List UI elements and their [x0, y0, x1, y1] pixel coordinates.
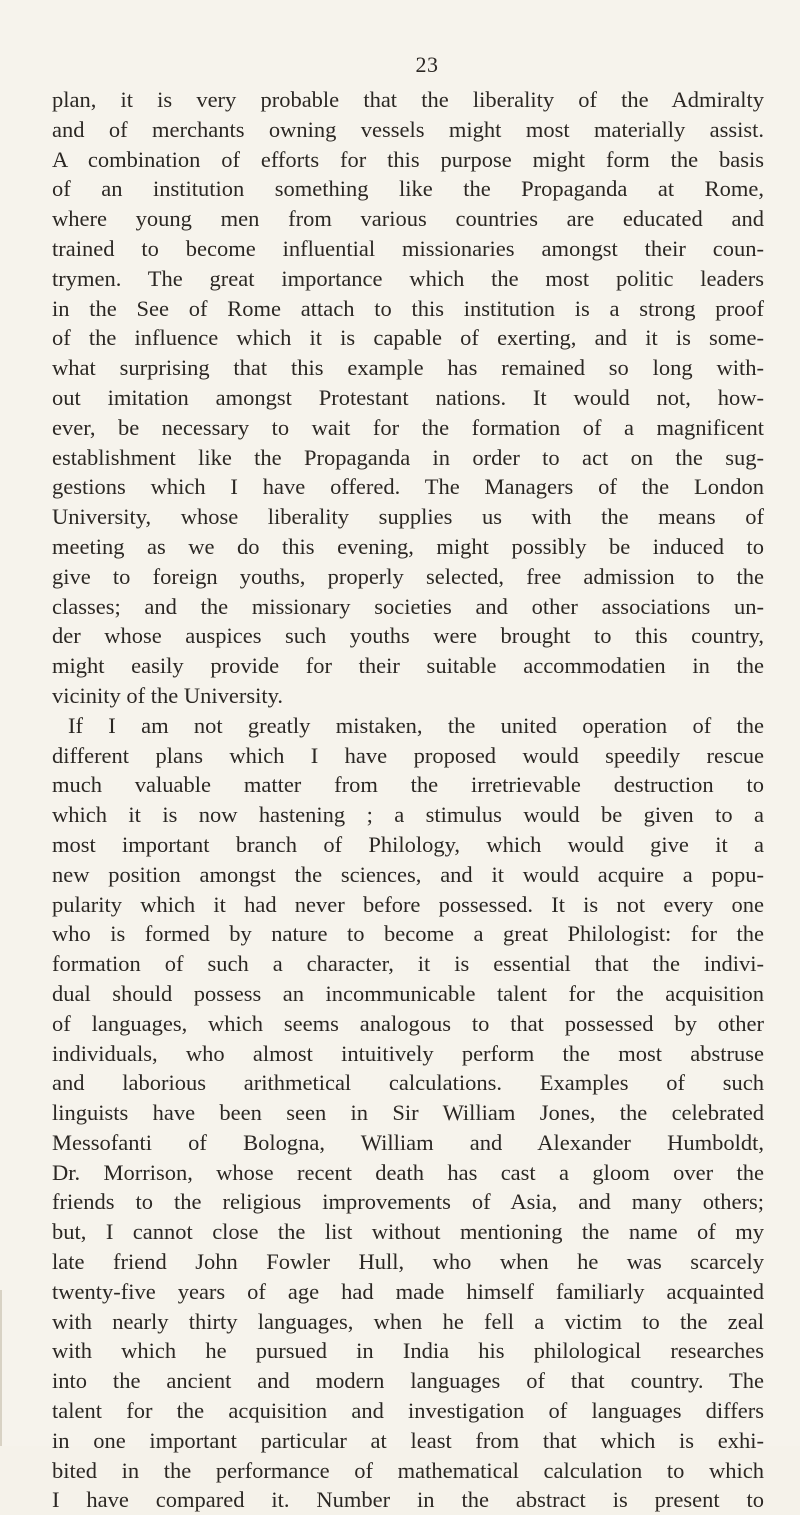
text-line: of the influence which it is capable of exerting, and it is some- — [52, 325, 764, 351]
text-line: in the See of Rome attach to this institution is a strong proof — [52, 295, 764, 321]
text-line: and of merchants owning vessels might most materially assist. — [52, 116, 764, 142]
text-line: with nearly thirty languages, when he fell a victim to the zeal — [52, 1308, 764, 1334]
text-line: individuals, who almost intuitively perform the most abstruse — [52, 1040, 764, 1066]
text-line: University, whose liberality supplies us with the means of — [52, 504, 764, 530]
text-line: with which he pursued in India his philological researches — [52, 1338, 764, 1364]
text-line: which it is now hastening ; a stimulus would be given to a — [52, 802, 764, 828]
text-line: in one important particular at least from that which is exhi- — [52, 1427, 764, 1453]
text-line: linguists have been seen in Sir William Jones, the celebrated — [52, 1100, 764, 1126]
text-line: and laborious arithmetical calculations. Examples of such — [52, 1070, 764, 1096]
text-line: much valuable matter from the irretrievable destruction to — [52, 772, 764, 798]
text-line: gestions which I have offered. The Managers of the London — [52, 474, 764, 500]
text-line: pularity which it had never before possessed. It is not every one — [52, 891, 764, 917]
body-text — [52, 85, 764, 1515]
text-line: Messofanti of Bologna, William and Alexander Humboldt, — [52, 1129, 764, 1155]
text-line: bited in the performance of mathematical calculation to which — [52, 1457, 764, 1483]
text-line: give to foreign youths, properly selected, free admission to the — [52, 563, 764, 589]
text-line: der whose auspices such youths were brought to this country, — [52, 623, 764, 649]
text-line: ever, be necessary to wait for the formation of a magnificent — [52, 414, 764, 440]
text-line: talent for the acquisition and investigation of languages differs — [52, 1398, 764, 1424]
text-line: Dr. Morrison, whose recent death has cast a gloom over the — [52, 1159, 764, 1185]
text-line: I have compared it. Number in the abstract is present to — [52, 1487, 764, 1513]
text-line: trained to become influential missionaries amongst their coun- — [52, 235, 764, 261]
text-line: of an institution something like the Propaganda at Rome, — [52, 176, 764, 202]
paragraph-start-line: If I am not greatly mistaken, the united operation of the — [68, 712, 764, 738]
text-line: twenty-five years of age had made himself familiarly acquainted — [52, 1278, 764, 1304]
text-line: dual should possess an incommunicable talent for the acquisition — [52, 980, 764, 1006]
text-line: classes; and the missionary societies and other associations un- — [52, 593, 764, 619]
page-edge-shadow — [0, 1290, 2, 1446]
text-line: what surprising that this example has remained so long with- — [52, 355, 764, 381]
text-line: late friend John Fowler Hull, who when he was scarcely — [52, 1249, 764, 1275]
page-number: 23 — [415, 52, 439, 77]
text-line: who is formed by nature to become a great Philologist: for the — [52, 921, 764, 947]
text-line: of languages, which seems analogous to that possessed by other — [52, 1010, 764, 1036]
paragraph-end-line: vicinity of the University. — [52, 682, 283, 708]
text-line: establishment like the Propaganda in order to act on the sug- — [52, 444, 764, 470]
text-line: formation of such a character, it is essential that the indivi- — [52, 951, 764, 977]
text-line: but, I cannot close the list without mentioning the name of my — [52, 1219, 764, 1245]
text-line: into the ancient and modern languages of that country. The — [52, 1368, 764, 1394]
text-line: friends to the religious improvements of Asia, and many others; — [52, 1189, 764, 1215]
text-line: where young men from various countries are educated and — [52, 206, 764, 232]
text-line: plan, it is very probable that the liberality of the Admiralty — [52, 87, 764, 112]
text-line: different plans which I have proposed would speedily rescue — [52, 742, 764, 768]
text-line: most important branch of Philology, which would give it a — [52, 831, 764, 857]
text-line: trymen. The great importance which the most politic leaders — [52, 265, 764, 291]
text-line: new position amongst the sciences, and it would acquire a popu- — [52, 861, 764, 887]
text-line: A combination of efforts for this purpose might form the basis — [52, 146, 764, 172]
text-line: might easily provide for their suitable accommodatien in the — [52, 653, 764, 679]
text-line: out imitation amongst Protestant nations. It would not, how- — [52, 384, 764, 410]
text-line: meeting as we do this evening, might possibly be induced to — [52, 533, 764, 559]
